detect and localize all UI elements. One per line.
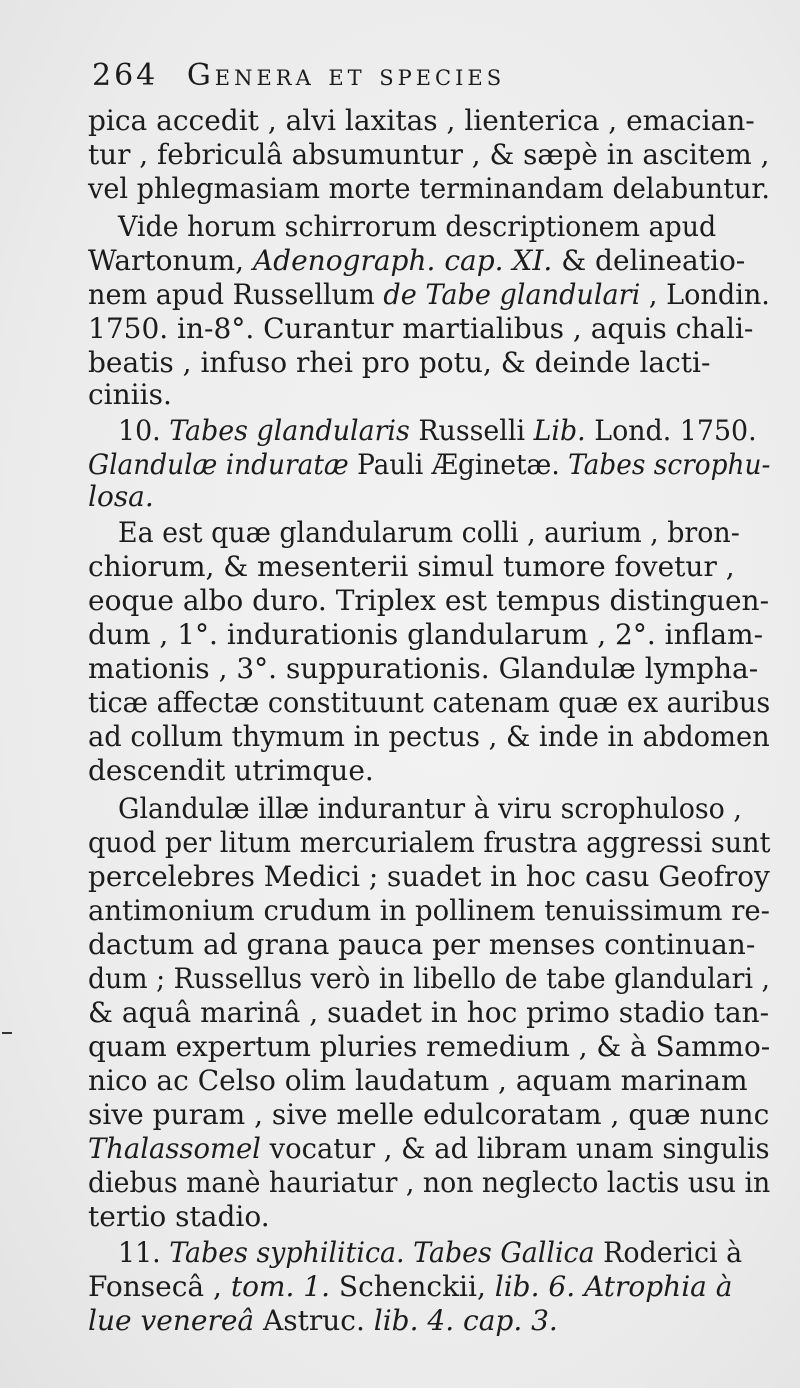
text-run: Roderici à [594, 1236, 743, 1269]
text-run: Ea est quæ glandularum colli , aurium , bron- [118, 516, 740, 549]
text-line [88, 346, 768, 380]
italic-text: de Tabe glandulari [383, 278, 641, 311]
text-line [88, 138, 770, 172]
page-number: 264 [92, 58, 159, 93]
text-line [118, 414, 770, 448]
italic-text: tom. 1. [230, 1270, 330, 1303]
text-run: Schenckii, [330, 1270, 495, 1303]
text-run: ciniis. [88, 378, 172, 411]
text-line [88, 652, 768, 686]
text-line [88, 1098, 768, 1132]
text-run: Russelli [409, 414, 534, 447]
text-run: & delineatio- [552, 244, 746, 277]
text-line [88, 928, 768, 962]
text-line [88, 1064, 768, 1098]
text-run: dum ; Russellus verò in libello de tabe glandulari , [88, 962, 770, 995]
text-line [88, 1270, 768, 1304]
italic-text: Tabes syphilitica. Tabes Gallica [169, 1236, 595, 1269]
text-run: nico ac Celso olim laudatum , aquam marinam [88, 1064, 748, 1097]
running-header [92, 58, 682, 98]
italic-text: losa. [88, 480, 154, 513]
text-line [118, 516, 770, 550]
text-run: tertio stadio. [88, 1200, 270, 1233]
text-run: Wartonum, [88, 244, 253, 277]
text-run: chiorum, & mesenterii simul tumore fovetur , [88, 550, 735, 583]
text-line [88, 1166, 771, 1200]
text-run: Vide horum schirrorum descriptionem apud [118, 210, 717, 243]
text-run: quam expertum pluries remedium , & à Sammo- [88, 1030, 771, 1063]
text-line [88, 1200, 768, 1234]
text-run: 1750. in-8°. Curantur martialibus , aquis chali- [88, 312, 754, 345]
text-run: diebus manè hauriatur , non neglecto lactis usu in [88, 1166, 771, 1199]
text-line [88, 754, 768, 788]
text-run: eoque albo duro. Triplex est tempus distinguen- [88, 584, 770, 617]
italic-text: Lib. [533, 414, 586, 447]
text-run: dactum ad grana pauca per menses continuan- [88, 928, 756, 961]
text-line [88, 962, 770, 996]
text-run: 11. [118, 1236, 170, 1269]
text-line [88, 480, 768, 514]
text-line [88, 172, 771, 206]
text-run: mationis , 3°. suppurationis. Glandulæ lympha- [88, 652, 759, 685]
text-line [88, 584, 768, 618]
italic-text: lue venereâ [88, 1304, 255, 1337]
running-title: Genera et species [186, 58, 506, 93]
text-run: antimonium crudum in pollinem tenuissimum re- [88, 894, 770, 927]
text-line [88, 720, 770, 754]
text-line [118, 1236, 770, 1270]
text-line [88, 104, 768, 138]
text-run: pica accedit , alvi laxitas , lienterica , emacian- [88, 104, 755, 137]
text-run: 10. [118, 414, 170, 447]
text-line [88, 618, 768, 652]
text-run: quod per litum mercurialem frustra aggressi sunt [88, 826, 771, 859]
text-line [118, 210, 770, 244]
margin-mark [2, 1032, 12, 1034]
text-line [88, 244, 768, 278]
italic-text: lib. 6. Atrophia à [494, 1270, 733, 1303]
text-line [88, 378, 768, 412]
text-run: Lond. 1750. [585, 414, 757, 447]
italic-text: Tabes scrophu- [568, 448, 771, 481]
text-run: tur , febriculâ absumuntur , & sæpè in ascitem , [88, 138, 770, 171]
text-line [88, 860, 770, 894]
text-run: & aquâ marinâ , suadet in hoc primo stadio tan- [88, 996, 770, 1029]
text-line [88, 1030, 771, 1064]
text-line [118, 792, 770, 826]
text-line [88, 448, 771, 482]
text-run: vocatur , & ad libram unam singulis [260, 1132, 770, 1165]
text-line [88, 996, 768, 1030]
text-run: nem apud Russellum [88, 278, 384, 311]
italic-text: Thalassomel [88, 1132, 261, 1165]
text-run: beatis , infuso rhei pro potu, & deinde lacti- [88, 346, 711, 379]
text-run: ticæ affectæ constituunt catenam quæ ex auribus [88, 686, 771, 719]
text-line [88, 550, 768, 584]
text-line [88, 894, 770, 928]
text-run: Astruc. [254, 1304, 374, 1337]
italic-text: lib. 4. cap. 3. [373, 1304, 558, 1337]
text-run: Glandulæ illæ indurantur à viru scrophuloso , [118, 792, 742, 825]
text-line [88, 278, 770, 312]
text-run: ad collum thymum in pectus , & inde in abdomen [88, 720, 770, 753]
text-run: percelebres Medici ; suadet in hoc casu Geofroy [88, 860, 770, 893]
text-run: descendit utrimque. [88, 754, 374, 787]
text-line [88, 312, 768, 346]
text-line [88, 1304, 768, 1338]
text-line [88, 1132, 770, 1166]
text-run: vel phlegmasiam morte terminandam delabuntur. [88, 172, 771, 205]
italic-text: Tabes glandularis [169, 414, 410, 447]
text-run: dum , 1°. indurationis glandularum , 2°. inflam- [88, 618, 764, 651]
italic-text: Glandulæ induratæ [88, 448, 349, 481]
text-run: sive puram , sive melle edulcoratam , quæ nunc [88, 1098, 770, 1131]
text-line [88, 686, 771, 720]
text-run: Fonsecâ , [88, 1270, 231, 1303]
italic-text: Adenograph. cap. XI. [252, 244, 553, 277]
text-run: Pauli Æginetæ. [348, 448, 569, 481]
text-run: , Londin. [640, 278, 770, 311]
text-line [88, 826, 771, 860]
